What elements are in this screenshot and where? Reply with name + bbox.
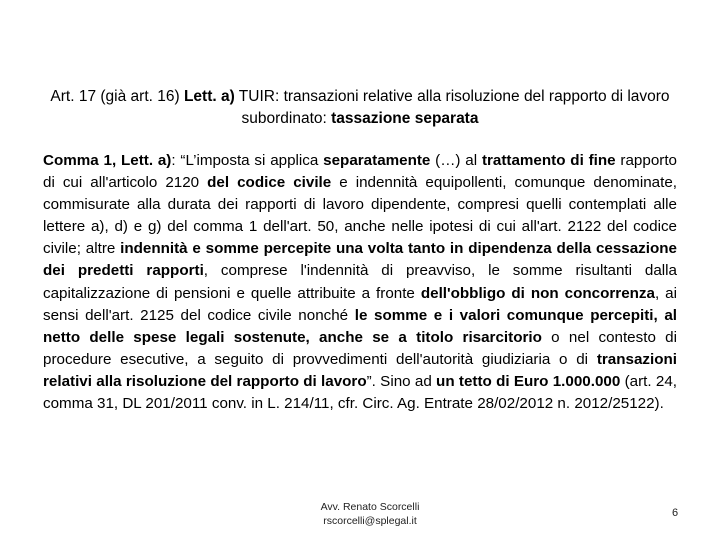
title-part-3: TUIR: transazioni relative alla risoluzione del rapporto di lavoro subordinato: [234,88,670,127]
title-part-2: Lett. a) [183,88,235,105]
footer-email: rscorcelli@splegal.it [323,515,417,527]
slide-title [30,86,690,130]
footer-author-name: Avv. Renato Scorcelli [320,501,420,513]
body-segment-8: e indennità equipollenti, comunque denominate, commisurate alla durata dei rapporti di lavoro dipendente, compresi quelli contemplati alle lettere a), d) e g) del comma 1 dell'art. 50, anche nelle ipotesi di cui all'art. 2122 del codice civile; altre [43,174,677,258]
body-segment-7: del codice civile [207,174,332,192]
body-segment-17: un tetto di Euro 1.000.000 [436,372,621,390]
title-part-4: tassazione separata [331,110,479,127]
body-segment-18: (art. 24, comma 31, DL 201/2011 conv. in L. 214/11, cfr. Circ. Ag. Entrate 28/02/2012 n. 2012/25122). [43,372,677,413]
title-part-1: Art. 17 (già art. 16) [50,88,184,105]
body-segment-3: separatamente [323,152,431,169]
footer-author-block [280,500,460,528]
body-segment-1: Comma 1, Lett. a) [43,152,172,169]
body-segment-4: (…) al [430,152,482,169]
body-segment-2: : “L’imposta si applica [171,152,324,169]
body-segment-12: , ai sensi dell'art. 2125 del codice civile nonché [43,284,677,324]
body-segment-14: o nel contesto di procedure esecutive, a seguito di provvedimenti dell'autorità giudiziaria o di [43,328,678,368]
body-segment-13: le somme e i valori comunque percepiti, al netto delle spese legali sostenute, anche se a titolo risarcitorio [43,306,677,346]
body-segment-16: ”. Sino ad [366,372,437,390]
body-paragraph [43,150,677,415]
body-segment-10: , comprese l'indennità di preavviso, le somme risultanti dalla capitalizzazione di pensioni e quelle attribuite a fronte [43,262,678,302]
body-segment-11: dell'obbligo di non concorrenza [420,284,655,302]
body-segment-5: trattamento di fine [481,152,616,169]
body-segment-9: indennità e somme percepite una volta tanto in dipendenza della cessazione dei predetti rapporti [43,240,677,280]
body-segment-6: rapporto di cui all'articolo 2120 [43,152,677,192]
body-segment-15: transazioni relativi alla risoluzione del rapporto di lavoro [43,350,677,390]
page-number: 6 [671,507,679,519]
